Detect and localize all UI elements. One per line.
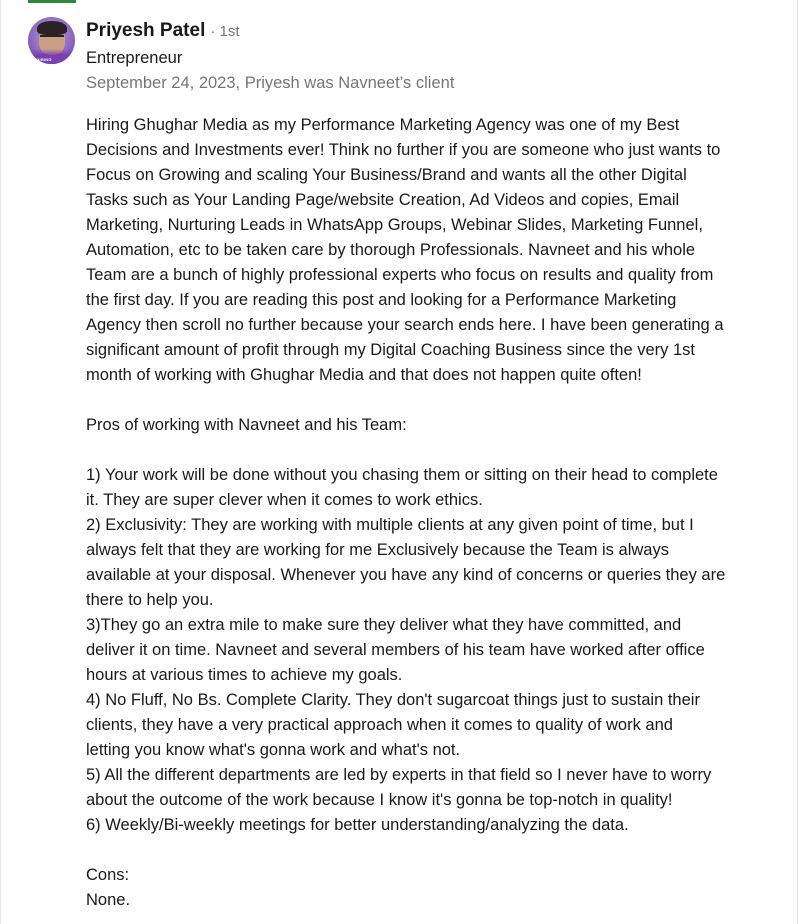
cons-text: None. xyxy=(86,891,131,909)
intro-line: Agency then scroll no further because your search ends here. I have been generating a xyxy=(86,316,724,334)
intro-line: significant amount of profit through my Digital Coaching Business since the very 1st xyxy=(86,341,695,359)
paragraph-spacer xyxy=(86,838,776,863)
intro-line: Hiring Ghughar Media as my Performance Marketing Agency was one of my Best xyxy=(86,116,680,134)
pros-line: 6) Weekly/Bi-weekly meetings for better understanding/analyzing the data. xyxy=(86,816,629,834)
intro-line: Focus on Growing and scaling Your Business/Brand and wants all the other Digital xyxy=(86,166,687,184)
pros-line: there to help you. xyxy=(86,591,214,609)
author-name[interactable]: Priyesh Patel xyxy=(86,20,206,41)
left-border xyxy=(0,0,1,924)
pros-heading xyxy=(86,413,776,438)
intro-line: Automation, etc to be taken care by thorough Professionals. Navneet and his whole xyxy=(86,241,696,259)
intro-paragraph xyxy=(86,113,776,388)
active-tab-indicator xyxy=(28,0,76,3)
intro-line: Decisions and Investments ever! Think no further if you are someone who just wants to xyxy=(86,141,721,159)
paragraph-spacer xyxy=(86,388,776,413)
open-to-work-badge: #HIRING xyxy=(28,49,75,64)
pros-line: 1) Your work will be done without you chasing them or sitting on their head to complete xyxy=(86,466,718,484)
author-headline: Entrepreneur xyxy=(86,49,183,67)
avatar-glasses xyxy=(40,35,64,43)
pros-line: about the outcome of the work because I know it's gonna be top-notch in quality! xyxy=(86,791,673,809)
pros-line: letting you know what's gonna work and what's not. xyxy=(86,741,461,759)
pros-line: it. They are super clever when it comes to work ethics. xyxy=(86,491,483,509)
connection-degree: · 1st xyxy=(210,23,240,40)
avatar[interactable] xyxy=(28,17,75,64)
intro-line: Team are a bunch of highly professional experts who focus on results and quality from xyxy=(86,266,714,284)
intro-line: Marketing, Nurturing Leads in WhatsApp Groups, Webinar Slides, Marketing Funnel, xyxy=(86,216,703,234)
recommendation-date-relationship: September 24, 2023, Priyesh was Navneet’s client xyxy=(86,74,455,92)
avatar-hair xyxy=(37,21,67,35)
pros-line: clients, they have a very practical approach when it comes to quality of work and xyxy=(86,716,673,734)
pros-line: 3)They go an extra mile to make sure they deliver what they have committed, and xyxy=(86,616,682,634)
pros-line: 5) All the different departments are led by experts in that field so I never have to worry xyxy=(86,766,712,784)
intro-line: Tasks such as Your Landing Page/website Creation, Ad Videos and copies, Email xyxy=(86,191,680,209)
pros-line: hours at various times to achieve my goals. xyxy=(86,666,403,684)
paragraph-spacer xyxy=(86,438,776,463)
pros-list xyxy=(86,463,776,838)
pros-line: deliver it on time. Navneet and several members of his team have worked after office xyxy=(86,641,705,659)
cons-section xyxy=(86,863,776,913)
author-name-row xyxy=(86,20,240,46)
pros-heading-text: Pros of working with Navneet and his Team: xyxy=(86,416,407,434)
pros-line: 4) No Fluff, No Bs. Complete Clarity. They don't sugarcoat things just to sustain their xyxy=(86,691,700,709)
cons-heading: Cons: xyxy=(86,866,130,884)
intro-line: the first day. If you are reading this post and looking for a Performance Marketing xyxy=(86,291,677,309)
recommendation-body xyxy=(86,113,776,913)
pros-line: available at your disposal. Whenever you have any kind of concerns or queries they are xyxy=(86,566,726,584)
pros-line: always felt that they are working for me Exclusively because the Team is always xyxy=(86,541,669,559)
intro-line: month of working with Ghughar Media and that does not happen quite often! xyxy=(86,366,642,384)
pros-line: 2) Exclusivity: They are working with multiple clients at any given point of time, but I xyxy=(86,516,694,534)
